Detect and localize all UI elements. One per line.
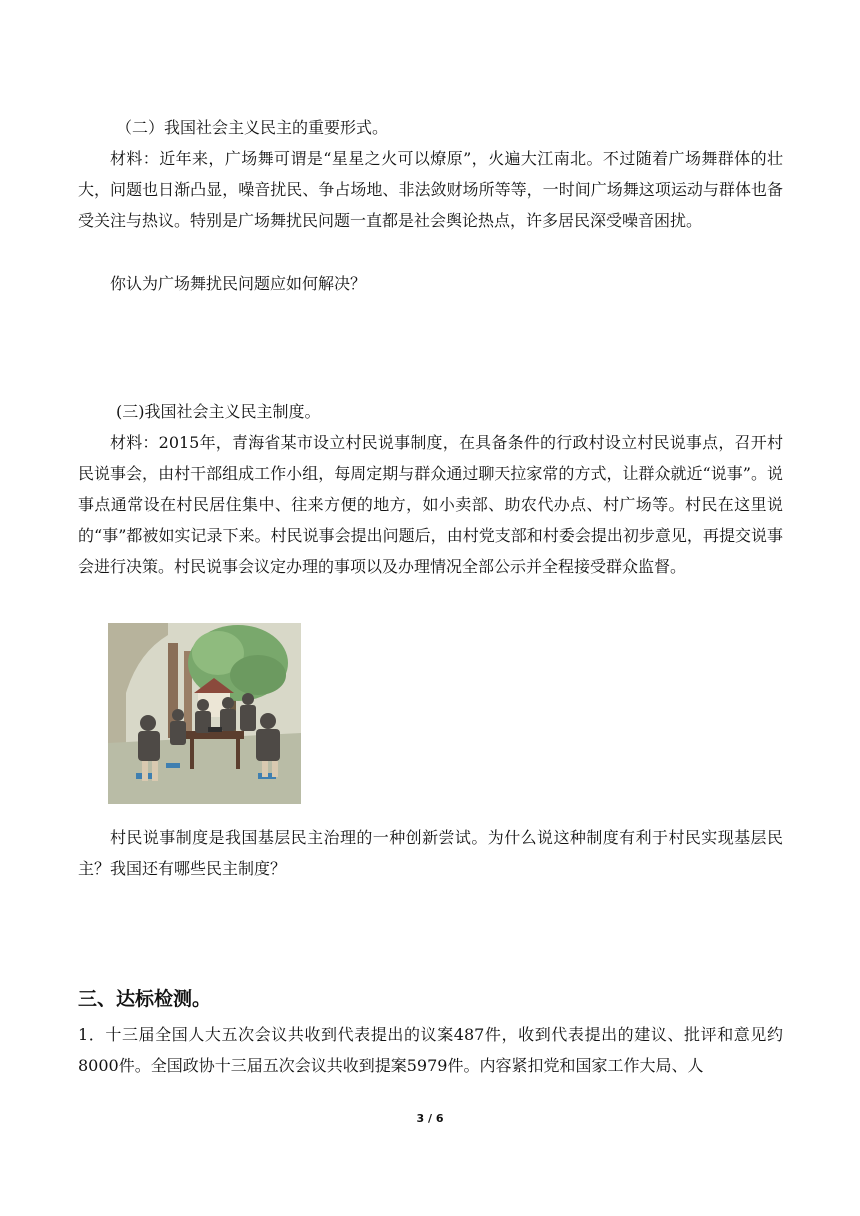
- section-3-question: 村民说事制度是我国基层民主治理的一种创新尝试。为什么说这种制度有利于村民实现基层民主？我国还有哪些民主制度？: [78, 828, 783, 878]
- village-meeting-illustration: [108, 623, 301, 804]
- section-2-question: 你认为广场舞扰民问题应如何解决？: [110, 274, 367, 293]
- section-2-heading: （二）我国社会主义民主的重要形式。: [116, 118, 389, 137]
- page-number: 3 / 6: [416, 1112, 444, 1125]
- section-3-heading: (三)我国社会主义民主制度。: [116, 402, 321, 421]
- assessment-item-1: 1．十三届全国人大五次会议共收到代表提出的议案487件，收到代表提出的建议、批评和意见约8000件。全国政协十三届五次会议共收到提案5979件。内容紧扣党和国家工作大局、人: [78, 1025, 783, 1075]
- section-2-material: 材料：近年来，广场舞可谓是“星星之火可以燎原”，火遍大江南北。不过随着广场舞群体的壮大，问题也日渐凸显，噪音扰民、争占场地、非法敛财场所等等，一时间广场舞这项运动与群体也备受关注与热议。特别是广场舞扰民问题一直都是社会舆论热点，许多居民深受噪音困扰。: [78, 149, 783, 230]
- assessment-heading: 三、达标检测。: [78, 988, 212, 1010]
- section-3-material: 材料：2015年，青海省某市设立村民说事制度，在具备条件的行政村设立村民说事点，召开村民说事会，由村干部组成工作小组，每周定期与群众通过聊天拉家常的方式，让群众就近“说事”。说事点通常设在村民居住集中、往来方便的地方，如小卖部、助农代办点、村广场等。村民在这里说的“事”都被如实记录下来。村民说事会提出问题后，由村党支部和村委会提出初步意见，再提交说事会进行决策。村民说事会议定办理的事项以及办理情况全部公示并全程接受群众监督。: [78, 433, 783, 576]
